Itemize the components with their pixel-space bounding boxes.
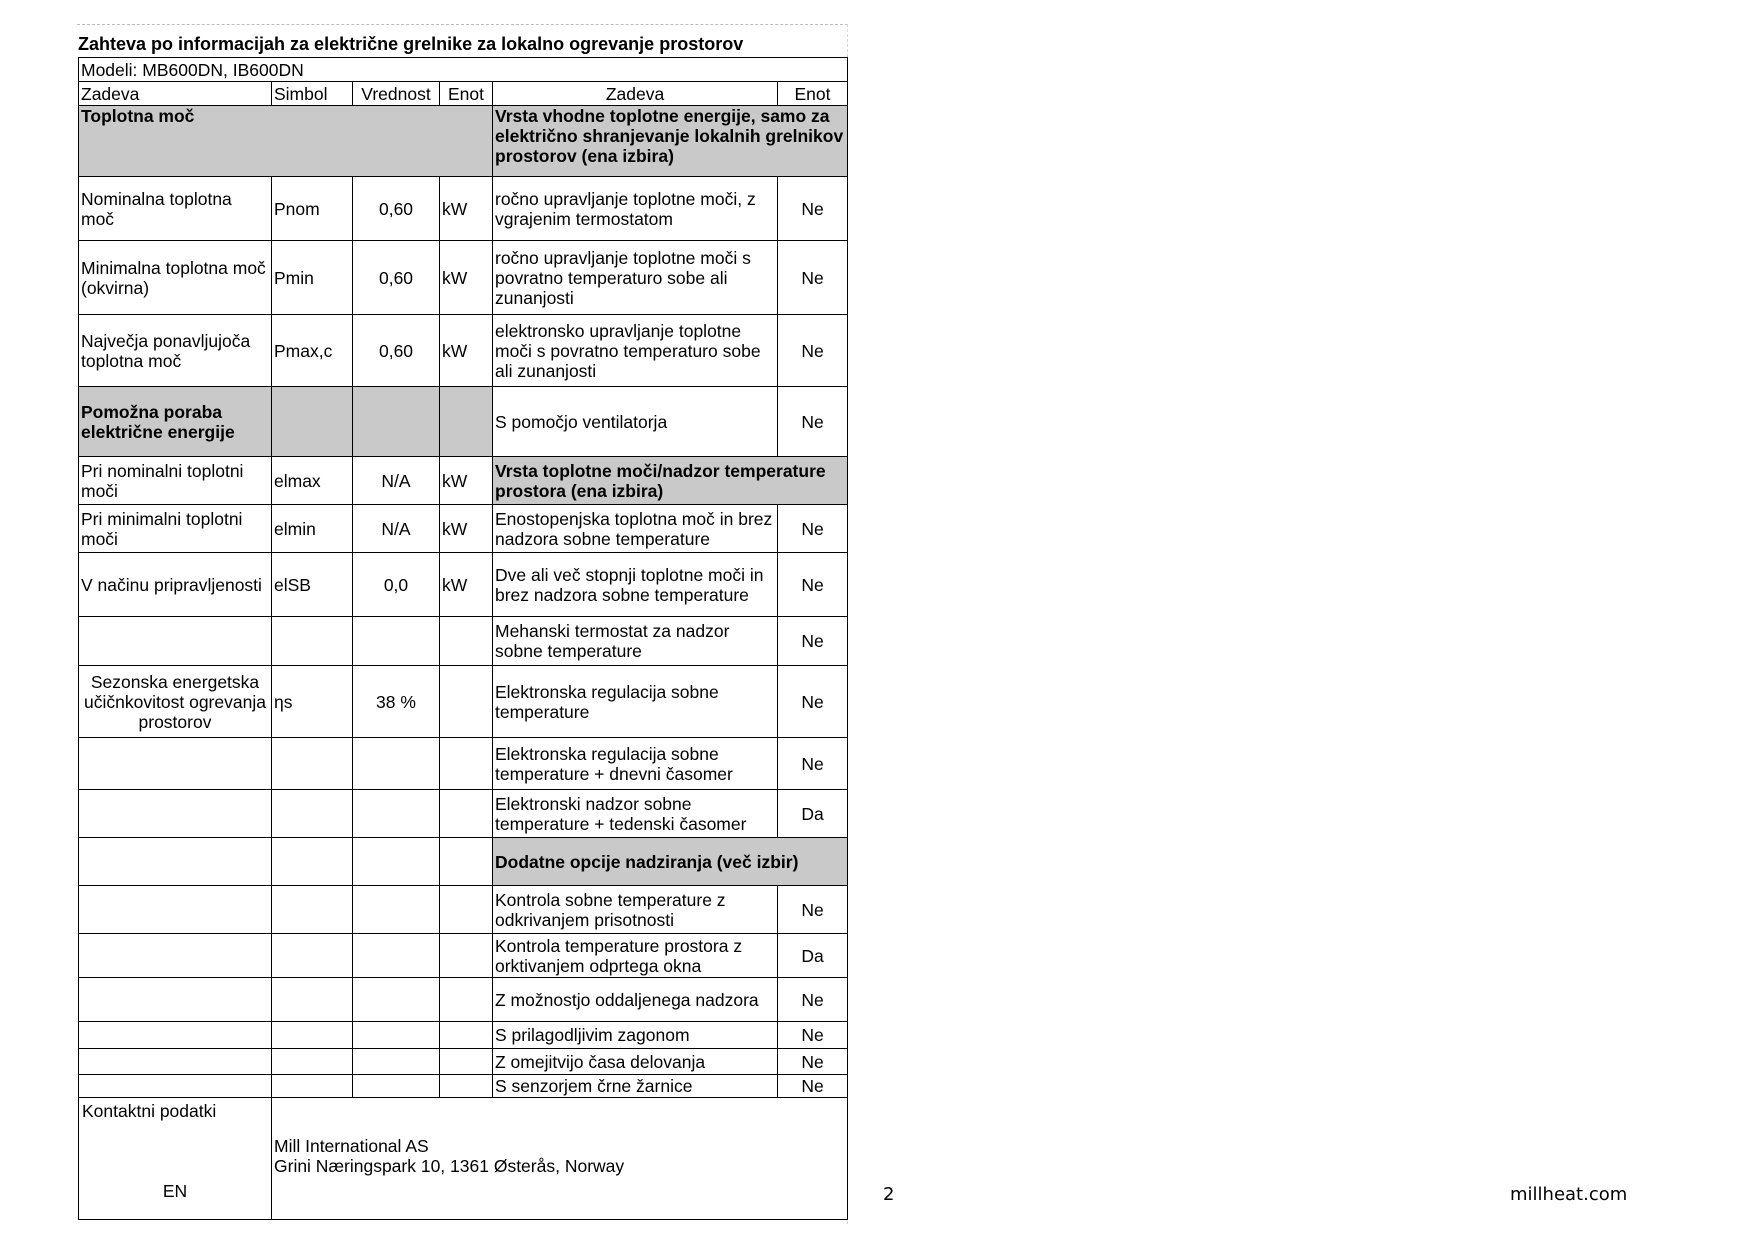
right-value: Da (778, 790, 848, 838)
row-label: Pri nominalni toplotni moči (79, 457, 272, 505)
row-label: Največja ponavljujoča toplotna moč (79, 315, 272, 387)
row-unit: kW (440, 505, 493, 553)
row-value: 0,60 (353, 315, 440, 387)
row-label: Sezonska energetska učičnkovitost ogrevanja prostorov (79, 666, 272, 738)
row-symbol: elSB (272, 553, 353, 617)
right-value: Ne (778, 177, 848, 241)
right-label: Mehanski termostat za nadzor sobne temperature (493, 617, 778, 666)
section-row-aux (79, 387, 848, 457)
document-title: Zahteva po informacijah za električne grelnike za lokalno ogrevanje prostorov (78, 34, 744, 54)
language-code: EN (162, 1181, 188, 1201)
shaded-empty-cell (353, 387, 440, 457)
right-label: S pomočjo ventilatorja (493, 387, 778, 457)
row-value: 0,60 (353, 241, 440, 315)
row-value: N/A (353, 505, 440, 553)
right-label: elektronsko upravljanje toplotne moči s povratno temperaturo sobe ali zunanjosti (493, 315, 778, 387)
table-row (79, 1049, 848, 1075)
right-value: Ne (778, 886, 848, 934)
section-heat-output-type: Vrsta toplotne moči/nadzor temperature prostora (ena izbira) (493, 457, 848, 505)
shaded-empty-cell (272, 387, 353, 457)
row-label: Pri minimalni toplotni moči (79, 505, 272, 553)
row-symbol: ηs (272, 666, 353, 738)
right-value: Ne (778, 505, 848, 553)
row-value: N/A (353, 457, 440, 505)
right-label: S prilagodljivim zagonom (493, 1022, 778, 1049)
row-symbol: elmax (272, 457, 353, 505)
website-link[interactable]: millheat.com (1510, 1184, 1628, 1205)
header-zadeva: Zadeva (79, 82, 272, 106)
contact-row (79, 1098, 848, 1220)
row-unit: kW (440, 457, 493, 505)
row-label: V načinu pripravljenosti (79, 553, 272, 617)
table-row (79, 1075, 848, 1098)
table-row (79, 666, 848, 738)
company-address: Grini Næringspark 10, 1361 Østerås, Norway (274, 1156, 625, 1176)
header-vrednost: Vrednost (353, 82, 440, 106)
row-label: Nominalna toplotna moč (79, 177, 272, 241)
right-label: Kontrola temperature prostora z orktivanjem odprtega okna (493, 934, 778, 978)
table-row (79, 934, 848, 978)
right-value: Ne (778, 387, 848, 457)
row-label: Minimalna toplotna moč (okvirna) (79, 241, 272, 315)
models-row (79, 58, 848, 82)
header-enot: Enot (440, 82, 493, 106)
row-unit: kW (440, 241, 493, 315)
section-row-extra (79, 838, 848, 886)
row-unit: kW (440, 315, 493, 387)
right-value: Ne (778, 617, 848, 666)
spec-table (78, 57, 848, 1220)
table-row (79, 241, 848, 315)
section-heat-input-type: Vrsta vhodne toplotne energije, samo za električno shranjevanje lokalnih grelnikov prostorov (ena izbira) (493, 106, 848, 177)
shaded-empty-cell (440, 387, 493, 457)
right-value: Ne (778, 666, 848, 738)
table-row (79, 1022, 848, 1049)
contact-label-cell (79, 1098, 272, 1220)
table-row (79, 315, 848, 387)
right-value: Ne (778, 553, 848, 617)
table-row (79, 177, 848, 241)
header-enot-right: Enot (778, 82, 848, 106)
right-label: S senzorjem črne žarnice (493, 1075, 778, 1098)
right-label: Elektronska regulacija sobne temperature + dnevni časomer (493, 738, 778, 790)
table-row (79, 886, 848, 934)
table-row (79, 617, 848, 666)
row-unit: kW (440, 553, 493, 617)
right-label: Enostopenjska toplotna moč in brez nadzora sobne temperature (493, 505, 778, 553)
table-row (79, 790, 848, 838)
row-value: 0,0 (353, 553, 440, 617)
right-label: Elektronska regulacija sobne temperature (493, 666, 778, 738)
right-label: Z možnostjo oddaljenega nadzora (493, 978, 778, 1022)
right-label: Z omejitvijo časa delovanja (493, 1049, 778, 1075)
right-label: ročno upravljanje toplotne moči s povratno temperaturo sobe ali zunanjosti (493, 241, 778, 315)
row-symbol: Pnom (272, 177, 353, 241)
section-heat-output: Toplotna moč (79, 106, 493, 177)
row-value: 38 % (353, 666, 440, 738)
table-row (79, 505, 848, 553)
right-value: Da (778, 934, 848, 978)
right-label: Kontrola sobne temperature z odkrivanjem prisotnosti (493, 886, 778, 934)
right-value: Ne (778, 1075, 848, 1098)
right-value: Ne (778, 241, 848, 315)
row-symbol: Pmax,c (272, 315, 353, 387)
section-row-heat-output (79, 106, 848, 177)
header-zadeva-right: Zadeva (493, 82, 778, 106)
table-row (79, 978, 848, 1022)
models-cell: Modeli: MB600DN, IB600DN (79, 58, 848, 82)
page-number: 2 (883, 1184, 895, 1205)
print-area-border (77, 24, 848, 25)
right-label: ročno upravljanje toplotne moči, z vgrajenim termostatom (493, 177, 778, 241)
row-unit (440, 666, 493, 738)
right-value: Ne (778, 1022, 848, 1049)
table-row (79, 457, 848, 505)
contact-label: Kontaktni podatki (82, 1101, 217, 1121)
row-symbol: Pmin (272, 241, 353, 315)
right-label: Elektronski nadzor sobne temperature + tedenski časomer (493, 790, 778, 838)
table-row (79, 738, 848, 790)
header-simbol: Simbol (272, 82, 353, 106)
row-symbol: elmin (272, 505, 353, 553)
right-label: Dve ali več stopnji toplotne moči in brez nadzora sobne temperature (493, 553, 778, 617)
right-value: Ne (778, 978, 848, 1022)
header-row (79, 82, 848, 106)
right-value: Ne (778, 738, 848, 790)
row-value: 0,60 (353, 177, 440, 241)
contact-details (272, 1098, 848, 1220)
company-name: Mill International AS (274, 1136, 429, 1156)
section-aux-consumption: Pomožna poraba električne energije (79, 387, 272, 457)
section-extra-control: Dodatne opcije nadziranja (več izbir) (493, 838, 848, 886)
table-row (79, 553, 848, 617)
right-value: Ne (778, 315, 848, 387)
row-unit: kW (440, 177, 493, 241)
right-value: Ne (778, 1049, 848, 1075)
